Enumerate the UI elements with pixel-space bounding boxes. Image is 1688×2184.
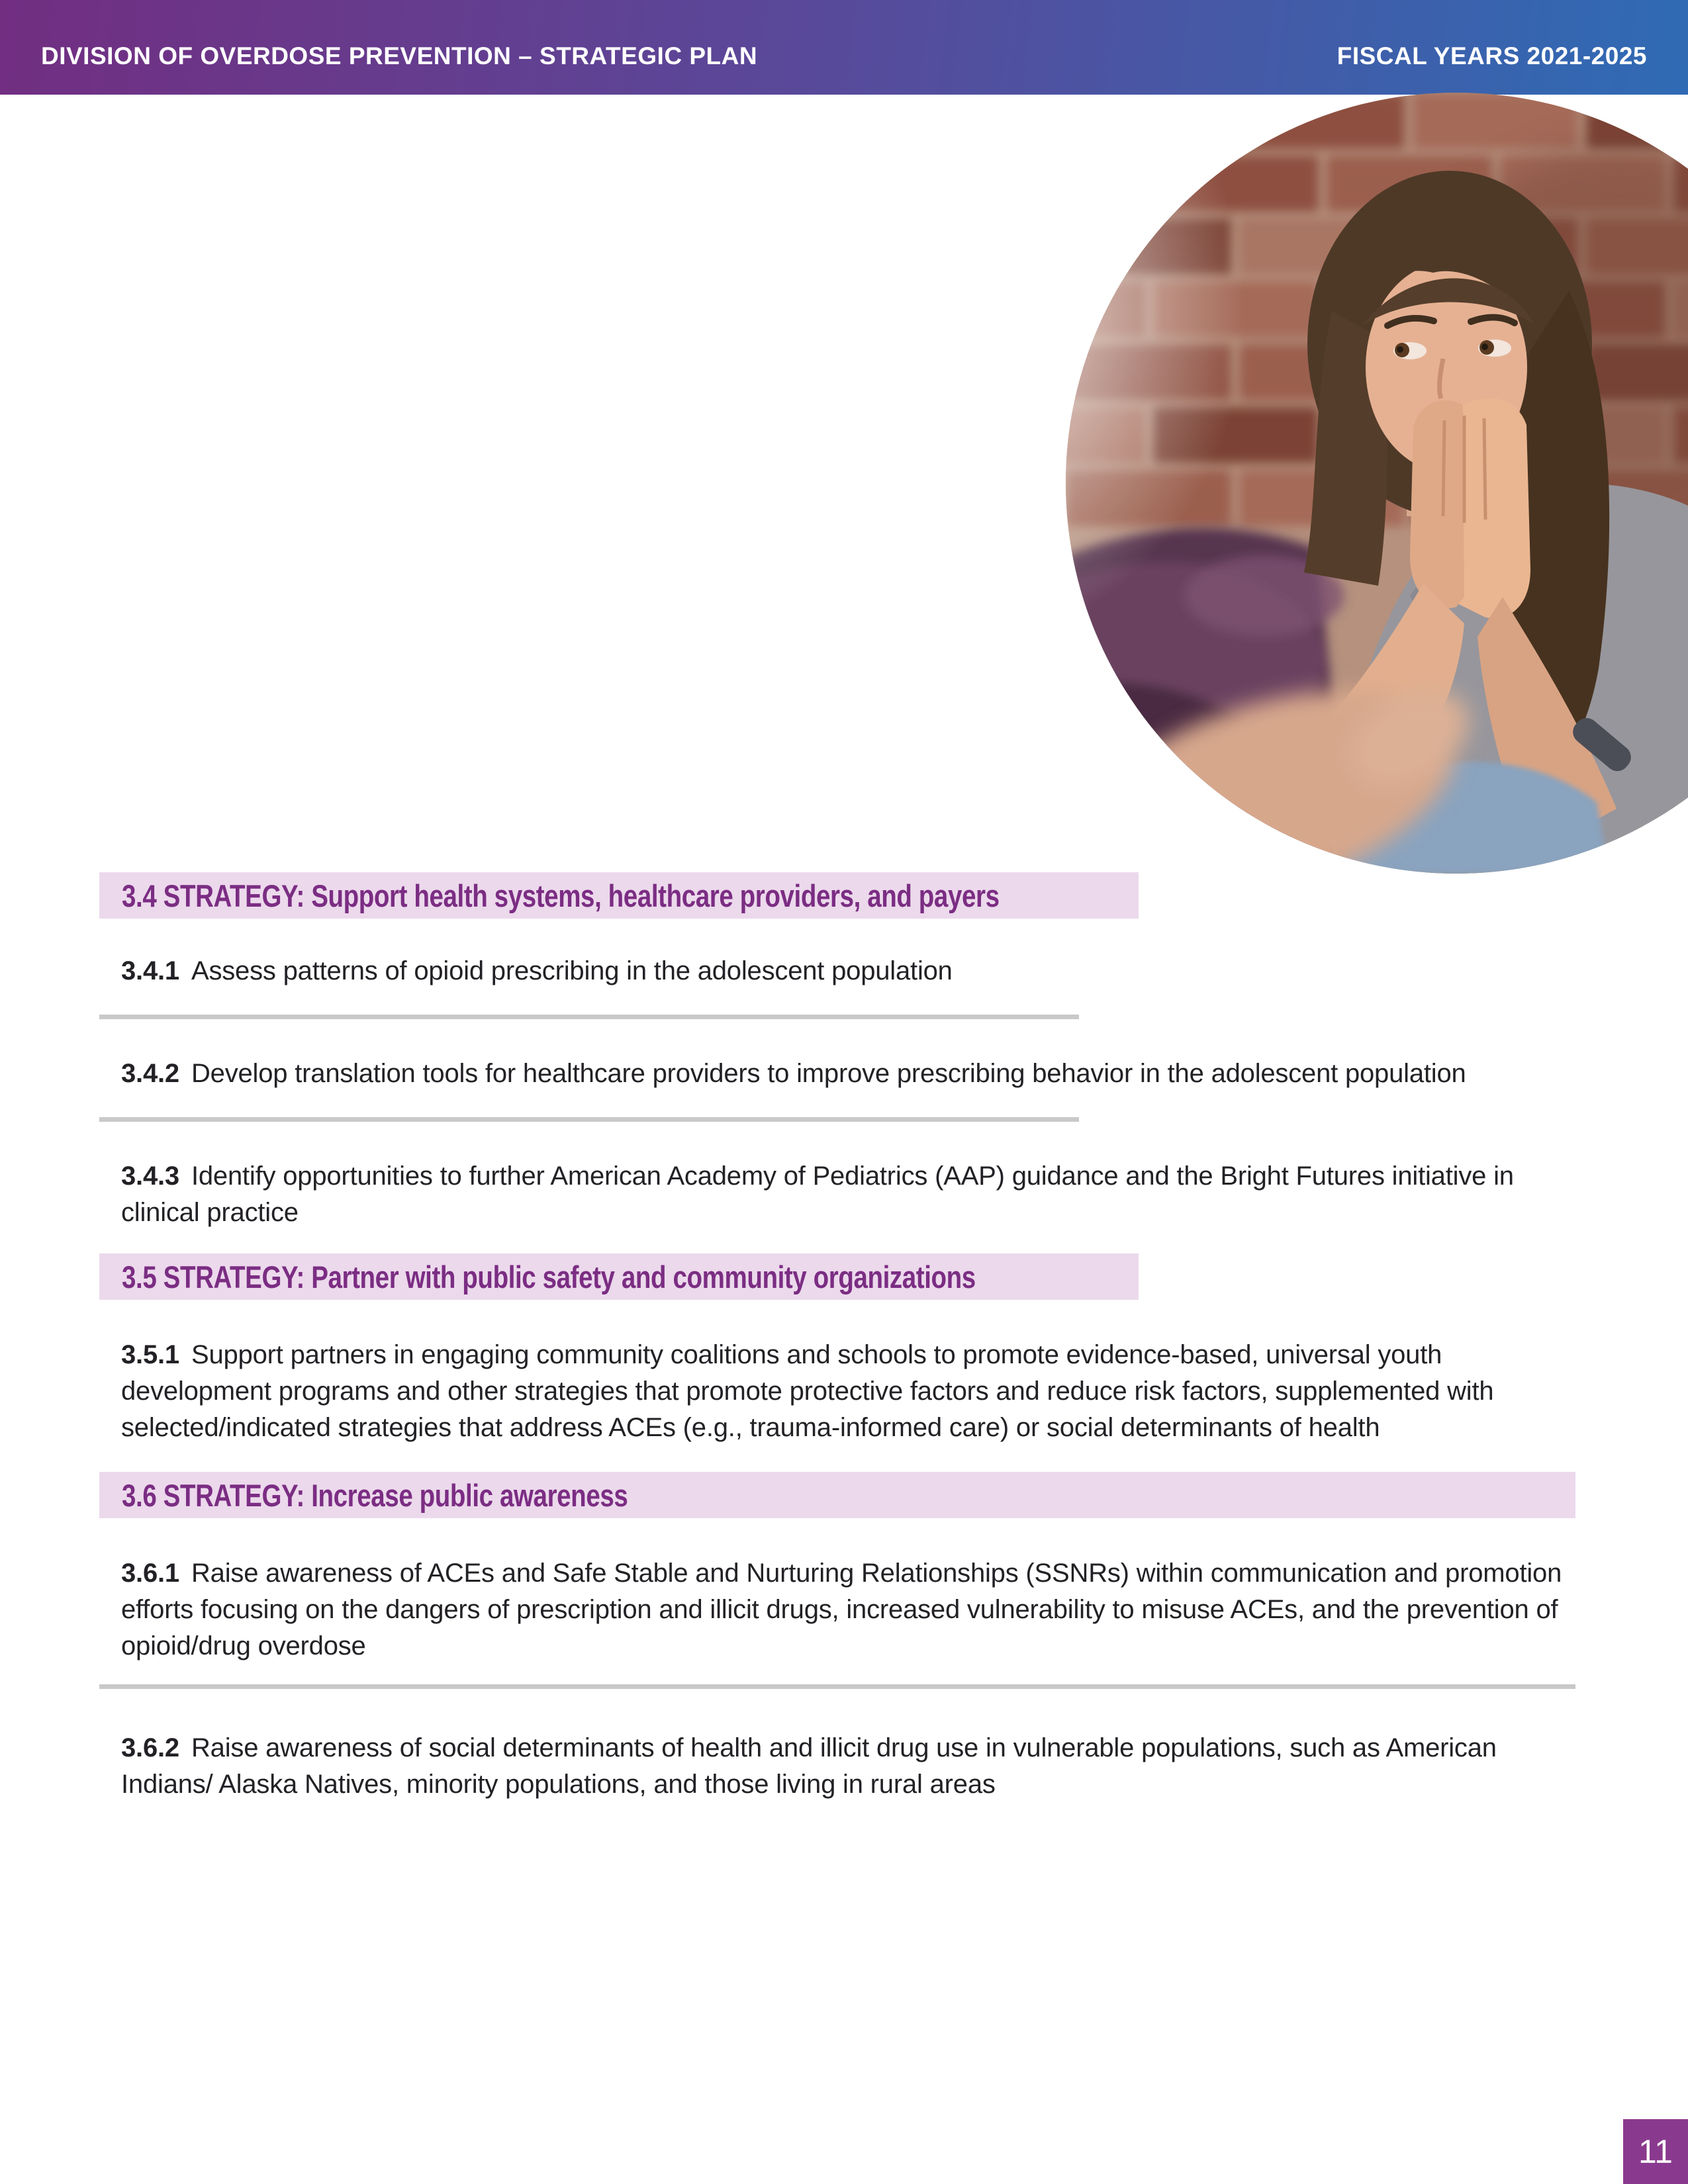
objective-number: 3.5.1: [121, 1340, 179, 1369]
objective-text: Identify opportunities to further American Academy of Pediatrics (AAP) guidance and the Bright Futures initiative in clinical practice: [121, 1161, 1514, 1227]
main-content: [99, 95, 1589, 1803]
objective-text: Raise awareness of ACEs and Safe Stable and Nurturing Relationships (SSNRs) within communication and promotion efforts focusing on the dangers of prescription and illicit drugs, increased vulnerability to misuse ACEs, and the prevention of opioid/drug overdose: [121, 1559, 1562, 1661]
divider: [99, 1117, 1079, 1122]
objective-text: Support partners in engaging community coalitions and schools to promote evidence-based, universal youth development programs and other strategies that promote protective factors and reduce risk factors, supplemented with selected/indicated strategies that address ACEs (e.g., trauma-informed care) or social determinants of health: [121, 1340, 1494, 1442]
objective-3-6-1: [99, 1555, 1589, 1664]
objective-3-5-1: [99, 1337, 1589, 1446]
strategy-heading-3-4: [99, 872, 1139, 919]
strategy-heading-3-6-text: 3.6 STRATEGY: Increase public awareness: [122, 1477, 628, 1513]
strategy-heading-3-5: [99, 1253, 1139, 1300]
strategy-heading-3-4-text: 3.4 STRATEGY: Support health systems, healthcare providers, and payers: [122, 878, 1000, 913]
divider: [99, 1015, 1079, 1019]
objective-number: 3.6.2: [121, 1733, 179, 1762]
objective-number: 3.4.2: [121, 1059, 179, 1088]
objective-text: Develop translation tools for healthcare providers to improve prescribing behavior in the adolescent population: [191, 1059, 1466, 1088]
objective-3-6-2: [99, 1730, 1589, 1803]
objective-3-4-1: [99, 953, 1589, 989]
photo-text-wrap-spacer: [1066, 201, 1589, 872]
page-header: [0, 0, 1688, 95]
objective-3-4-3: [99, 1158, 1589, 1231]
objective-number: 3.6.1: [121, 1559, 179, 1588]
strategy-heading-3-6: [99, 1472, 1575, 1518]
objective-3-4-2: [99, 1056, 1589, 1092]
header-title-left: DIVISION OF OVERDOSE PREVENTION – STRATEGIC PLAN: [41, 42, 758, 69]
objective-text: Raise awareness of social determinants of health and illicit drug use in vulnerable populations, such as American Indians/ Alaska Natives, minority populations, and those living in rural areas: [121, 1733, 1497, 1799]
objective-number: 3.4.3: [121, 1161, 179, 1191]
objective-text: Assess patterns of opioid prescribing in the adolescent population: [191, 956, 953, 985]
strategy-heading-3-5-text: 3.5 STRATEGY: Partner with public safety and community organizations: [122, 1259, 976, 1295]
objective-number: 3.4.1: [121, 956, 179, 985]
divider: [99, 1684, 1575, 1689]
header-title-right: FISCAL YEARS 2021-2025: [1336, 42, 1647, 69]
page-number: 11: [1623, 2119, 1688, 2184]
